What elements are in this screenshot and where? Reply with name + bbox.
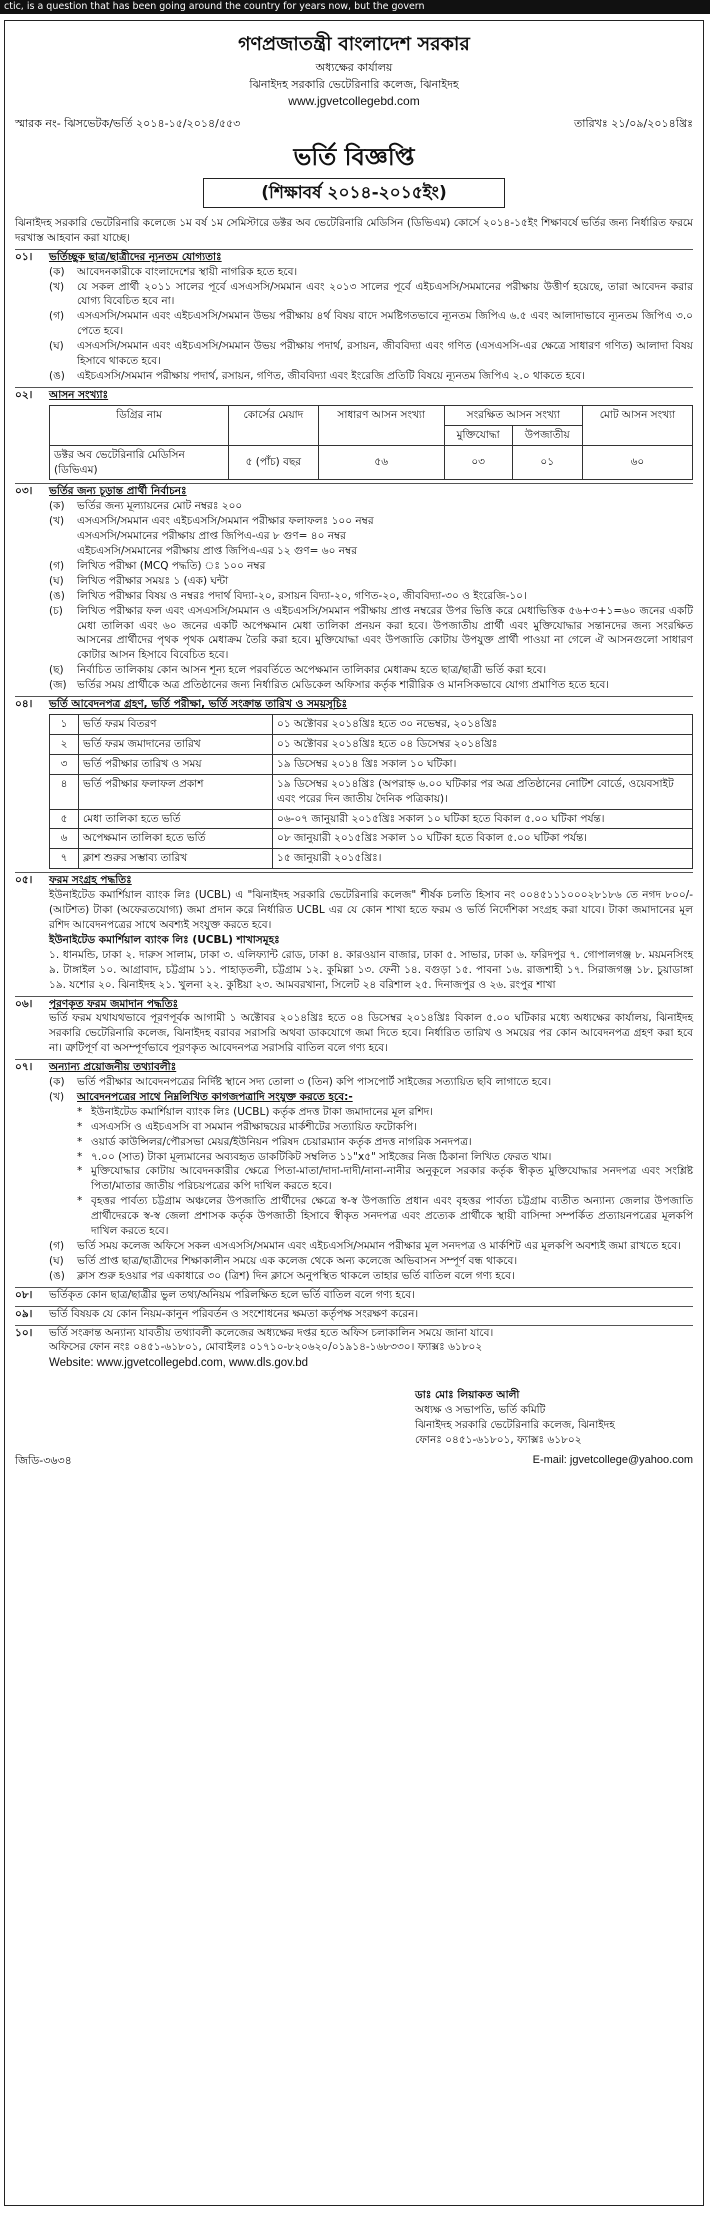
top-strip-text: ctic, is a question that has been going around the country for years now, but the govern	[0, 0, 710, 14]
item-label	[49, 529, 77, 544]
document-bullet	[77, 1150, 693, 1165]
header-reserved-seats: সংরক্ষিত আসন সংখ্যা	[444, 405, 582, 425]
item-text: নির্বাচিত তালিকায় কোন আসন শূন্য হলে পরবর্তিতে অপেক্ষমান তালিকার মেধাক্রম হতে ছাত্র/ছাত্রী ভর্তি করা হবে।	[77, 664, 547, 677]
item-text: ভর্তি প্রাপ্ত ছাত্র/ছাত্রীদের শিক্ষাকালীন সময়ে এক কলেজ থেকে অন্য কলেজে অভিবাসন সম্পূর্ণ বন্ধ থাকবে।	[77, 1254, 518, 1267]
signatory-name: ডাঃ মোঃ লিয়াকত আলী	[415, 1388, 520, 1401]
bullet-text: এসএসসি ও এইচএসসি বা সমমান পরীক্ষাদ্বয়ের মার্কশীটের সত্যায়িত ফটোকপি।	[91, 1120, 417, 1133]
list-item	[49, 574, 693, 589]
section-title: পূরণকৃত ফরম জমাদান পদ্ধতিঃ	[49, 997, 179, 1010]
item-text: এইচএসসি/সমমানের পরীক্ষায় প্রাপ্ত জিপিএ-এর ১২ গুণ= ৬০ নম্বর	[77, 545, 357, 558]
section-title: ভর্তির জন্য চূড়ান্ত প্রার্থী নির্বাচনঃ	[49, 485, 187, 498]
header-freedom-fighter: মুক্তিযোদ্ধা	[444, 425, 512, 445]
item-text: আবেদনকারীকে বাংলাদেশের স্থায়ী নাগরিক হতে হবে।	[77, 265, 298, 278]
item-label: (ছ)	[49, 664, 64, 677]
list-item	[49, 589, 693, 604]
bank-branches-list: ১. ধানমন্ডি, ঢাকা ২. দারুস সালাম, ঢাকা ৩. এলিফ্যান্ট রোড, ঢাকা ৪. কারওয়ান বাজার, ঢাকা ৫. সাভার, ঢাকা ৬. ফরিদপুর ৭. গোপালগঞ্জ ৮. ময়মনসিংহ ৯. টাঙ্গাইল ১০. আগ্রাবাদ, চট্টগ্রাম ১১. পাহাড়তলী, চট্টগ্রাম ১২. কুমিল্লা ১৩. ফেনী ১৪. বগুড়া ১৫. পাবনা ১৬. রাজশাহী ১৭. সিরাজগঞ্জ ১৮. চুয়াডাঙ্গা ১৯. যশোর ২০. ঝিনাইদহ ২১. খুলনা ২২. কুষ্টিয়া ২৩. আমবরখানা, সিলেট ২৪ বরিশাল ২৫. দিনাজপুর ও ২৬. রংপুর শাখা	[49, 948, 693, 991]
item-label	[49, 544, 77, 559]
item-text: এসএসসি/সমমান এবং এইচএসসি/সমমান উভয় পরীক্ষায় পদার্থ, রসায়ন, জীববিদ্যা এবং গণিত (এসএসসি-এর ক্ষেত্রে সাধারণ গণিত) আলাদা বিষয় হিসাবে থাকতে হবে।	[77, 340, 693, 368]
cell-label: ভর্তি ফরম বিতরণ	[79, 715, 273, 735]
cell-value: ১৫ জানুয়ারী ২০১৫খ্রিঃ।	[273, 849, 693, 869]
section-number: ০৯।	[15, 1307, 33, 1320]
schedule-table	[49, 714, 693, 869]
list-item	[49, 678, 693, 693]
list-item	[49, 529, 693, 544]
cell-value: ০৮ জানুয়ারী ২০১৫খ্রিঃ সকাল ১০ ঘটিকা হতে বিকাল ৫.০০ ঘটিকা পর্যন্ত।	[273, 829, 693, 849]
cell-degree: ডক্টর অব ভেটেরিনারি মেডিসিন (ডিভিএম)	[50, 445, 229, 480]
item-label: (গ)	[49, 1240, 65, 1252]
item-text: এসএসসি/সমমান এবং এইচএসসি/সমমান পরীক্ষার ফলাফলঃ ১০০ নম্বর	[77, 515, 374, 528]
item-text: ভর্তির সময় প্রার্থীকে অত্র প্রতিষ্ঠানের জন্য নির্ধারিত মেডিকেল অফিসার কর্তৃক শারীরিক ও মানসিকভাবে যোগ্য প্রমাণিত হতে হবে।	[77, 679, 610, 692]
cell-label: অপেক্ষমান তালিকা হতে ভর্তি	[79, 829, 273, 849]
cell-serial: ১	[50, 715, 79, 735]
section-number: ০৭।	[15, 1061, 33, 1074]
list-item	[49, 339, 693, 369]
list-item	[49, 663, 693, 678]
selection-list	[15, 499, 693, 693]
cell-serial: ৫	[50, 809, 79, 829]
item-text: এসএসসি/সমমান এবং এইচএসসি/সমমান উভয় পরীক্ষায় ৪র্থ বিষয় বাদে সমষ্টিগতভাবে ন্যূনতম জিপিএ ৬.৫ এবং আলাদাভাবে ন্যূনতম জিপিএ ৩.০ পেতে হবে।	[77, 310, 693, 338]
section-cancellation	[15, 1287, 693, 1303]
document-bullet	[77, 1164, 693, 1194]
list-item	[49, 604, 693, 664]
cell-label: মেধা তালিকা হতে ভর্তি	[79, 809, 273, 829]
item-label: (ক)	[49, 1076, 65, 1089]
intro-paragraph: ঝিনাইদহ সরকারি ভেটেরিনারি কলেজে ১ম বর্ষ ১ম সেমিস্টারে ডক্টর অব ভেটেরিনারি মেডিসিন (ডিভিএম) কোর্সে ২০১৪-১৫ইং শিক্ষাবর্ষে ভর্তির জন্য নির্ধারিত ফরমে দরখাস্ত আহবান করা যাচ্ছে।	[15, 216, 693, 244]
bullet-text: বৃহত্তর পার্বত্য চট্টগ্রাম অঞ্চলের উপজাতি প্রার্থীদের ক্ষেত্রে স্ব-স্ব উপজাতি প্রধান এবং বৃহত্তর পার্বত্য চট্টগ্রাম ব্যতীত অন্যান্য জেলার উপজাতি প্রার্থীদেরকে স্ব-স্ব জেলা প্রশাসক কর্তৃক উপজাতী হিসাবে স্বীকৃত সনদপত্র এবং প্রত্যেক প্রার্থীকে স্থায়ী বাসিন্দা সম্পর্কিত প্রত্যায়নপত্রের মূলকপি দাখিল করতে হবে।	[91, 1195, 693, 1238]
section-title: আসন সংখ্যাঃ	[49, 388, 109, 401]
section-title: ফরম সংগ্রহ পদ্ধতিঃ	[49, 874, 132, 887]
section-rules-authority	[15, 1306, 693, 1322]
cell-value: ০১ অক্টোবর ২০১৪খ্রিঃ হতে ০৪ ডিসেম্বর ২০১৪খ্রিঃ	[273, 734, 693, 754]
item-label: (চ)	[49, 604, 63, 617]
section-contact	[15, 1325, 693, 1341]
item-label: (ঘ)	[49, 340, 64, 353]
section-number: ০৮।	[15, 1288, 33, 1301]
section-title: অন্যান্য প্রয়োজনীয় তথ্যাবলীঃ	[49, 1061, 177, 1074]
item-text: এইচএসসি/সমমান পরীক্ষায় পদার্থ, রসায়ন, গণিত, জীববিদ্যা এবং ইংরেজি প্রতিটি বিষয়ে ন্যূনতম জিপিএ ২.০ থাকতে হবে।	[77, 369, 585, 382]
cell-value: ১৯ ডিসেম্বর ২০১৪ খ্রিঃ সকাল ১০ ঘটিকা।	[273, 754, 693, 774]
item-label: (ঘ)	[49, 1254, 64, 1267]
item-label: (ঙ)	[49, 369, 65, 382]
session-title: (শিক্ষাবর্ষ ২০১৪-২০১৫ইং)	[203, 178, 505, 208]
section-number: ০৩।	[15, 485, 33, 498]
list-item	[49, 1239, 693, 1254]
header-general-seats: সাধারণ আসন সংখ্যা	[318, 405, 444, 445]
item-label: (খ)	[49, 515, 65, 528]
notice-title: ভর্তি বিজ্ঞপ্তি	[293, 142, 415, 171]
bullet-icon: *	[77, 1105, 83, 1118]
bullet-icon: *	[77, 1135, 83, 1148]
cell-serial: ৭	[50, 849, 79, 869]
section-number: ০২।	[15, 388, 33, 401]
header-duration: কোর্সের মেয়াদ	[229, 405, 319, 445]
header-total-seats: মোট আসন সংখ্যা	[582, 405, 692, 445]
table-row	[50, 829, 693, 849]
table-row	[50, 715, 693, 735]
item-text: লিখিত পরীক্ষার বিষয় ও নম্বরঃ পদার্থ বিদ্যা-২০, রসায়ন বিদ্যা-২০, গণিত-২০, জীববিদ্যা-৩০ ও ইংরেজি-১০।	[77, 589, 527, 602]
signatory-phone: ফোনঃ ০৪৫১-৬১৮০১, ফ্যাক্সঃ ৬১৮০২	[415, 1434, 582, 1447]
bullet-icon: *	[77, 1120, 83, 1133]
list-item	[49, 369, 693, 384]
list-item	[49, 280, 693, 310]
item-label: (ঙ)	[49, 1269, 65, 1282]
table-header-row	[50, 405, 693, 425]
memo-number: স্মারক নং- ঝিসভেটক/ভর্তি ২০১৪-১৫/২০১৪/৫৫৩	[15, 117, 241, 131]
form-collection-text: ইউনাইটেড কমার্শিয়াল ব্যাংক লিঃ (UCBL) এ "ঝিনাইদহ সরকারি ভেটেরিনারি কলেজ" শীর্ষক চলতি হিসাব নং ০০৪৫১১১০০০২৮১৮৬ তে নগদ ৮০০/- (আটশত) টাকা (অফেরতযোগ্য) জমা প্রদান করে নির্ধারিত UCBL এর যে কোন শাখা হতে ফরম ও ভর্তি নির্দেশিকা সংগ্রহ করা যাবে। টাকা জমাদানের মূল রশিদ আবেদনপত্রের সাথে অবশ্যই সংযুক্ত করতে হবে।	[49, 889, 693, 931]
college-name: ঝিনাইদহ সরকারি ভেটেরিনারি কলেজ, ঝিনাইদহ	[249, 78, 459, 92]
section-number: ০১।	[15, 250, 33, 263]
signature-block	[415, 1388, 693, 1449]
cell-serial: ৪	[50, 774, 79, 809]
list-item	[49, 514, 693, 529]
item-text: লিখিত পরীক্ষার সময়ঃ ১ (এক) ঘন্টা	[77, 574, 229, 587]
bullet-text: মুক্তিযোদ্ধার কোটায় আবেদনকারীর ক্ষেত্রে পিতা-মাতা/দাদা-দাদী/নানা-নানীর অনুকূলে সরকার কর্তৃক স্বীকৃত মুক্তিযোদ্ধার সনদপত্র এবং সংশ্লিষ্ট পিতা/মাতার জাতীয় পরিচয়পত্রের কপি দাখিল করতে হবে।	[91, 1165, 693, 1193]
section-seats	[15, 387, 693, 403]
contact-phone: অফিসের ফোন নংঃ ০৪৫১-৬১৮০১, মোবাইলঃ ০১৭১০-৮২০৬২০/০১৯১৪-১৬৮৩৩০। ফ্যাক্সঃ ৬১৮০২	[49, 1341, 483, 1354]
item-text: এসএসসি/সমমানের পরীক্ষায় প্রাপ্ত জিপিএ-এর ৮ গুণ= ৪০ নম্বর	[77, 530, 346, 543]
table-row	[50, 774, 693, 809]
cell-duration: ৫ (পাঁচ) বছর	[229, 445, 319, 480]
cell-freedom: ০৩	[444, 445, 512, 480]
list-item	[49, 499, 693, 514]
document-bullet	[77, 1105, 693, 1120]
list-item	[49, 1075, 693, 1090]
header	[15, 31, 693, 110]
bullet-text: ইউনাইটেড কমার্শিয়াল ব্যাংক লিঃ (UCBL) কর্তৃক প্রদত্ত টাকা জমাদানের মূল রশিদ।	[91, 1105, 434, 1118]
header-degree: ডিগ্রির নাম	[50, 405, 229, 445]
document-bullet	[77, 1194, 693, 1239]
item-label: (ঙ)	[49, 589, 65, 602]
section-title: ভর্তিচ্ছুক ছাত্র/ছাত্রীদের ন্যূনতম যোগ্যতাঃ	[49, 250, 222, 263]
item-text: ভর্তি সময় কলেজ অফিসে সকল এসএসসি/সমমান এবং এইচএসসি/সমমান পরীক্ষার মূল সনদপত্র ও মার্কশিট এর মূলকপি অবশ্যই জমা রাখতে হবে।	[77, 1240, 681, 1252]
bullet-text: ওয়ার্ড কাউন্সিলর/পৌরসভা মেয়র/ইউনিয়ন পরিষদ চেয়ারম্যান কর্তৃক প্রদত্ত নাগরিক সনদপত্র।	[91, 1135, 472, 1148]
section-selection	[15, 483, 693, 499]
item-text: ভর্তি পরীক্ষার আবেদনপত্রের নির্দিষ্ট স্থানে সদ্য তোলা ৩ (তিন) কপি পাসপোর্ট সাইজের সত্যায়িত ছবি লাগাতে হবে।	[77, 1076, 552, 1089]
cell-tribal: ০১	[512, 445, 582, 480]
form-submission-text: ভর্তি ফরম যথাযথভাবে পূরণপূর্বক আগামী ১ অক্টোবর ২০১৪খ্রিঃ হতে ০৪ ডিসেম্বর ২০১৪খ্রিঃ বিকাল ৫.০০ ঘটিকার মধ্যে অধ্যক্ষের কার্যালয়, ঝিনাইদহ সরকারি ভেটেরিনারি কলেজ, ঝিনাইদহ বরাবর সরাসরি অথবা ডাকযোগে জমা দিতে হবে। নির্ধারিত তারিখ ও সময়ের পর কোন আবেদনপত্র গ্রহণ করা হবে না। ত্রুটিপূর্ণ বা অসম্পূর্ণভাবে পূরণকৃত আবেদনপত্র সরাসরি বাতিল বলে গণ্য হবে।	[49, 1012, 693, 1055]
government-title: গণপ্রজাতন্ত্রী বাংলাদেশ সরকার	[238, 33, 470, 55]
item-label: (খ)	[49, 1090, 65, 1103]
bank-branches-title: ইউনাইটেড কমার্শিয়াল ব্যাংক লিঃ (UCBL) শাখাসমূহঃ	[49, 933, 280, 946]
website-link[interactable]: www.jgvetcollegebd.com	[288, 94, 420, 109]
seat-table	[49, 405, 693, 481]
section-number: ০৫।	[15, 874, 33, 887]
item-label: (জ)	[49, 679, 67, 692]
cell-label: ভর্তি ফরম জমাদানের তারিখ	[79, 734, 273, 754]
list-item	[49, 1090, 693, 1105]
section-number: ০৪।	[15, 698, 33, 711]
section-form-collection	[15, 872, 693, 888]
item-text: আবেদনপত্রের সাথে নিম্নলিখিত কাগজপত্রাদি সংযুক্ত করতে হবে:-	[77, 1090, 353, 1103]
list-item	[49, 265, 693, 280]
cell-general: ৫৬	[318, 445, 444, 480]
email-link[interactable]: E-mail: jgvetcollege@yahoo.com	[532, 1453, 693, 1466]
section-text: ভর্তিকৃত কোন ছাত্র/ছাত্রীর ভুল তথ্য/অনিয়ম পরিলক্ষিত হলে ভর্তি বাতিল বলে গণ্য হবে।	[49, 1288, 415, 1301]
cell-value: ০১ অক্টোবর ২০১৪খ্রিঃ হতে ৩০ নভেম্বর, ২০১৪খ্রিঃ	[273, 715, 693, 735]
footer	[15, 1453, 693, 1469]
cell-label: ক্লাশ শুরুর সম্ভাব্য তারিখ	[79, 849, 273, 869]
section-form-submission	[15, 996, 693, 1012]
item-text: ভর্তির জন্য মূল্যায়নের মোট নম্বরঃ ২০০	[77, 500, 243, 513]
section-text: ভর্তি বিষয়ক যে কোন নিয়ম-কানুন পরিবর্তন ও সংশোধনের ক্ষমতা কর্তৃপক্ষ সংরক্ষণ করেন।	[49, 1307, 419, 1320]
section-schedule	[15, 696, 693, 712]
cell-value: ১৯ ডিসেম্বর ২০১৪খ্রিঃ (অপরাহ্ন ৬.০০ ঘটিকার পর অত্র প্রতিষ্ঠানের নোটিশ বোর্ডে, ওয়েবসাইট এবং পরের দিন জাতীয় দৈনিক পত্রিকায়)।	[273, 774, 693, 809]
cell-serial: ৩	[50, 754, 79, 774]
list-item	[49, 309, 693, 339]
cell-label: ভর্তি পরীক্ষার ফলাফল প্রকাশ	[79, 774, 273, 809]
section-number: ১০।	[15, 1326, 33, 1339]
office-name: অধ্যক্ষের কার্যালয়	[315, 60, 393, 74]
cell-label: ভর্তি পরীক্ষার তারিখ ও সময়	[79, 754, 273, 774]
memo-date: তারিখঃ ২১/০৯/২০১৪খ্রিঃ	[574, 117, 693, 131]
table-row	[50, 809, 693, 829]
bullet-text: ৭.০০ (সাত) টাকা মূল্যমানের অব্যবহৃত ডাকটিকিট সম্বলিত ১১"x৫" সাইজের নিজ ঠিকানা লিখিত ফেরত খাম।	[91, 1150, 552, 1163]
signatory-org: ঝিনাইদহ সরকারি ভেটেরিনারি কলেজ, ঝিনাইদহ	[415, 1419, 615, 1432]
gd-code: জিডি-৩৬৩৪	[15, 1453, 72, 1467]
item-label: (ক)	[49, 500, 65, 513]
section-number: ০৬।	[15, 997, 33, 1010]
cell-serial: ২	[50, 734, 79, 754]
cell-value: ০৬-০৭ জানুয়ারী ২০১৫খ্রিঃ সকাল ১০ ঘটিকা হতে বিকাল ৫.০০ ঘটিকা পর্যন্ত।	[273, 809, 693, 829]
cell-serial: ৬	[50, 829, 79, 849]
list-item	[49, 559, 693, 574]
list-item	[49, 1254, 693, 1269]
signatory-role: অধ্যক্ষ ও সভাপতি, ভর্তি কমিটি	[415, 1403, 546, 1416]
list-item	[49, 1269, 693, 1284]
cell-total: ৬০	[582, 445, 692, 480]
item-label: (ঘ)	[49, 574, 64, 587]
item-text: লিখিত পরীক্ষা (MCQ পদ্ধতি) ঃ ১০০ নম্বর	[77, 559, 266, 572]
list-item	[49, 544, 693, 559]
header-tribal: উপজাতীয়	[512, 425, 582, 445]
table-row	[50, 445, 693, 480]
table-row	[50, 754, 693, 774]
section-text: ভর্তি সংক্রান্ত অন্যান্য যাবতীয় তথ্যাবলী কলেজের অধ্যক্ষের দপ্তর হতে অফিস চলাকালিন সময়ে জানা যাবে।	[49, 1326, 494, 1339]
document-bullet	[77, 1135, 693, 1150]
section-title: ভর্তি আবেদনপত্র গ্রহণ, ভর্তি পরীক্ষা, ভর্তি সংক্রান্ত তারিখ ও সময়সূচিঃ	[49, 698, 348, 711]
item-label: (গ)	[49, 310, 65, 323]
table-row	[50, 849, 693, 869]
item-text: ক্লাস শুরু হওয়ার পর একাধারে ৩০ (ত্রিশ) দিন ক্লাসে অনুপস্থিত থাকলে তাহার ভর্তি বাতিল বলে গণ্য হবে।	[77, 1269, 515, 1282]
item-label: (গ)	[49, 559, 65, 572]
contact-websites[interactable]: Website: www.jgvetcollegebd.com, www.dls.gov.bd	[49, 1357, 309, 1370]
table-row	[50, 734, 693, 754]
item-label: (ক)	[49, 265, 65, 278]
bullet-icon: *	[77, 1165, 83, 1178]
eligibility-list	[15, 265, 693, 384]
memo-line	[15, 116, 693, 132]
section-other-info	[15, 1059, 693, 1075]
bullet-icon: *	[77, 1195, 83, 1208]
document-bullet	[77, 1120, 693, 1135]
bullet-icon: *	[77, 1150, 83, 1163]
section-eligibility	[15, 249, 693, 265]
item-text: যে সকল প্রার্থী ২০১১ সালের পূর্বে এসএসসি/সমমান এবং ২০১৩ সালের পূর্বে এইচএসসি/সমমানের পরীক্ষায় উত্তীর্ণ হয়েছে, তারা আবেদন করার যোগ্য বিবেচিত হবে না।	[77, 280, 693, 308]
item-label: (খ)	[49, 280, 65, 293]
admission-notice	[4, 20, 704, 2206]
item-text: লিখিত পরীক্ষার ফল এবং এসএসসি/সমমান ও এইচএসসি/সমমান পরীক্ষায় প্রাপ্ত নম্বরের উপর ভিত্তি করে মেধাভিত্তিক ৫৬+৩+১=৬০ জনের একটি মেধা তালিকা এবং ৬০ জনের একটি অপেক্ষমান মেধা তালিকা প্রনয়ন করা হবে। উপজাতীয় প্রার্থী এবং মুক্তিযোদ্ধার সন্তানদের জন্য সংরক্ষিত আসনের প্রার্থীদের পৃথক পৃথক মেধাক্রম তৈরি করা হবে। মুক্তিযোদ্ধা এবং উপজাতি কোটায় উপযুক্ত প্রার্থী পাওয়া না গেলে ঐ আসনগুলো সাধারণ কোটার আসন হিসাবে বিবেচিত হবে।	[77, 604, 693, 662]
